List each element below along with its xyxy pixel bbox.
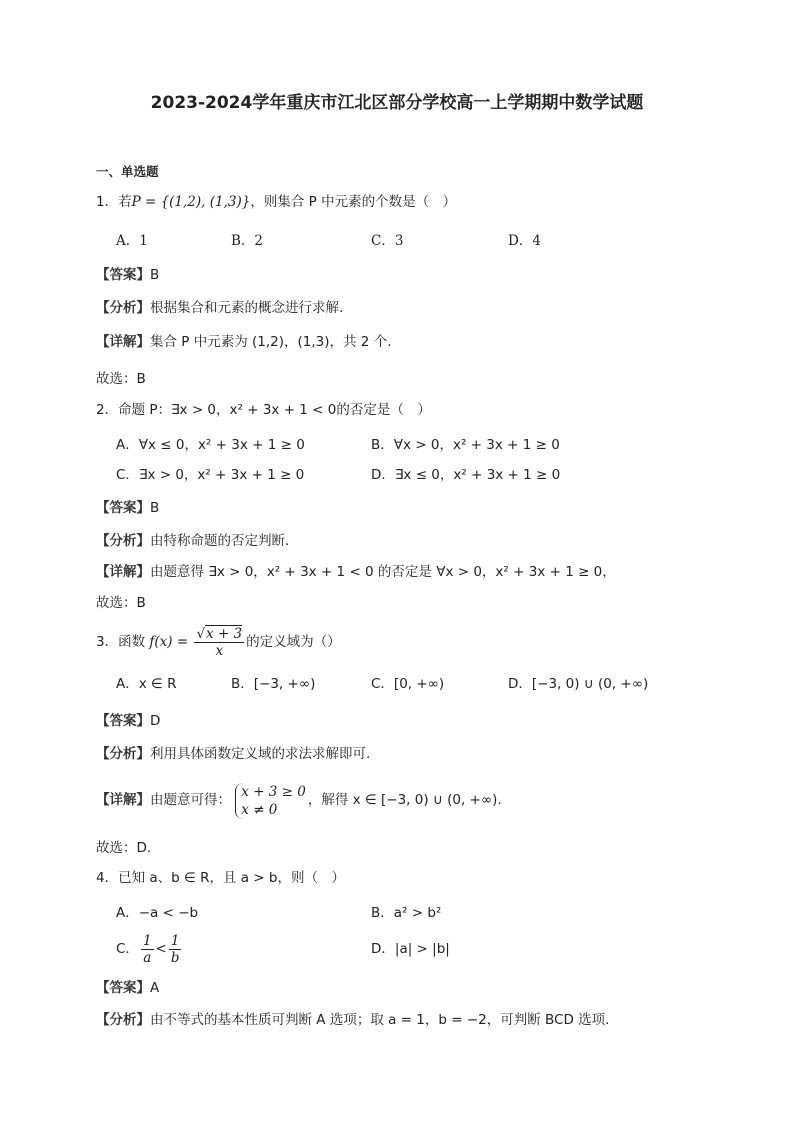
q4-answer-value: A bbox=[150, 980, 160, 996]
q3-stem bbox=[96, 622, 341, 662]
q2-option-c: C．∃x > 0，x² + 3x + 1 ≥ 0 bbox=[116, 467, 305, 483]
q4-option-b: B．a² > b² bbox=[371, 905, 442, 921]
q3-stem-post: 的定义域为（） bbox=[246, 634, 341, 650]
q1-set: P = {(1,2), (1,3)} bbox=[131, 194, 251, 210]
q3-system-line-2: x ≠ 0 bbox=[241, 801, 278, 818]
q1-answer-value: B bbox=[150, 267, 160, 283]
detail-label: 【详解】 bbox=[96, 564, 150, 580]
q1-option-a: A．1 bbox=[116, 233, 148, 249]
analysis-label: 【分析】 bbox=[96, 533, 150, 549]
q3-answer-value: D bbox=[150, 713, 161, 729]
page-title: 2023-2024学年重庆市江北区部分学校高一上学期期中数学试题 bbox=[150, 93, 644, 113]
q3-detail-post: ，解得 x ∈ [−3, 0) ∪ (0, +∞). bbox=[307, 792, 502, 808]
q3-numerator: x + 3 bbox=[206, 626, 243, 642]
q3-option-a: A．x ∈ R bbox=[116, 676, 177, 692]
answer-label: 【答案】 bbox=[96, 980, 150, 996]
q1-stem-post: ，则集合 P 中元素的个数是（ ） bbox=[250, 194, 457, 210]
q4-frac-2 bbox=[169, 933, 182, 966]
q2-detail-text: 由题意得 ∃x > 0，x² + 3x + 1 < 0 的否定是 ∀x > 0，x² + 3x + 1 ≥ 0， bbox=[150, 564, 616, 580]
answer-label: 【答案】 bbox=[96, 267, 150, 283]
q1-conclusion: 故选：B bbox=[96, 371, 146, 387]
q4-answer bbox=[96, 978, 159, 998]
q2-option-d: D．∃x ≤ 0，x² + 3x + 1 ≥ 0 bbox=[371, 467, 561, 483]
q3-system bbox=[235, 783, 306, 819]
q4-analysis-text: 由不等式的基本性质可判断 A 选项；取 a = 1，b = −2，可判断 BCD 选项. bbox=[150, 1012, 610, 1028]
q4-frac-2-den: b bbox=[170, 950, 180, 966]
q1-option-d: D．4 bbox=[508, 233, 541, 249]
q3-option-d: D．[−3, 0) ∪ (0, +∞) bbox=[508, 676, 649, 692]
q1-stem bbox=[96, 192, 456, 212]
q2-option-b: B．∀x > 0，x² + 3x + 1 ≥ 0 bbox=[371, 437, 560, 453]
q2-analysis bbox=[96, 531, 299, 551]
q2-detail bbox=[96, 562, 616, 582]
q2-stem: 2．命题 P：∃x > 0，x² + 3x + 1 < 0的否定是（ ） bbox=[96, 402, 431, 418]
q4-frac-1-den: a bbox=[143, 950, 152, 966]
analysis-label: 【分析】 bbox=[96, 746, 150, 762]
q2-answer-value: B bbox=[150, 500, 160, 516]
detail-label: 【详解】 bbox=[96, 792, 150, 808]
q2-conclusion: 故选：B bbox=[96, 595, 146, 611]
q1-option-b: B．2 bbox=[231, 233, 264, 249]
q1-option-c: C．3 bbox=[371, 233, 404, 249]
q3-function: f(x) = bbox=[149, 634, 189, 650]
q3-analysis-text: 利用具体函数定义域的求法求解即可. bbox=[150, 746, 371, 762]
section-heading: 一、单选题 bbox=[96, 164, 159, 179]
q1-detail-text: 集合 P 中元素为 (1,2)，(1,3)，共 2 个. bbox=[150, 334, 392, 350]
q4-frac-2-num: 1 bbox=[170, 933, 180, 949]
q3-analysis bbox=[96, 744, 370, 764]
q4-frac-1-num: 1 bbox=[142, 933, 152, 949]
q1-analysis bbox=[96, 298, 343, 318]
q1-detail bbox=[96, 332, 391, 352]
answer-label: 【答案】 bbox=[96, 500, 150, 516]
q3-option-c: C．[0, +∞) bbox=[371, 676, 445, 692]
q3-detail-pre: 由题意可得： bbox=[150, 792, 231, 808]
q2-analysis-text: 由特称命题的否定判断． bbox=[150, 533, 299, 549]
q4-stem: 4．已知 a、b ∈ R，且 a > b，则（ ） bbox=[96, 870, 345, 886]
q4-frac-1 bbox=[141, 933, 154, 966]
q4-option-c-label: C． bbox=[116, 941, 139, 957]
q3-system-line-1: x + 3 ≥ 0 bbox=[241, 783, 306, 800]
q1-answer bbox=[96, 265, 159, 285]
q4-option-c bbox=[116, 930, 183, 968]
q2-option-a: A．∀x ≤ 0，x² + 3x + 1 ≥ 0 bbox=[116, 437, 305, 453]
q4-option-a: A．−a < −b bbox=[116, 905, 199, 921]
q4-less-than: < bbox=[155, 941, 167, 957]
q1-analysis-text: 根据集合和元素的概念进行求解. bbox=[150, 300, 344, 316]
q3-denominator: x bbox=[215, 643, 224, 659]
q3-fraction: $\frac{√x + 3}{x}$ bbox=[196, 626, 243, 659]
detail-label: 【详解】 bbox=[96, 334, 150, 350]
analysis-label: 【分析】 bbox=[96, 300, 150, 316]
q4-option-d: D．|a| > |b| bbox=[371, 941, 450, 957]
q4-analysis bbox=[96, 1010, 609, 1030]
q3-detail bbox=[96, 780, 502, 820]
q3-stem-pre: 3．函数 bbox=[96, 634, 146, 650]
answer-label: 【答案】 bbox=[96, 713, 150, 729]
q3-conclusion: 故选：D. bbox=[96, 840, 152, 856]
q2-answer bbox=[96, 498, 159, 518]
analysis-label: 【分析】 bbox=[96, 1012, 150, 1028]
q1-stem-pre: 1．若 bbox=[96, 194, 132, 210]
q3-option-b: B．[−3, +∞) bbox=[231, 676, 316, 692]
q3-answer bbox=[96, 711, 160, 731]
